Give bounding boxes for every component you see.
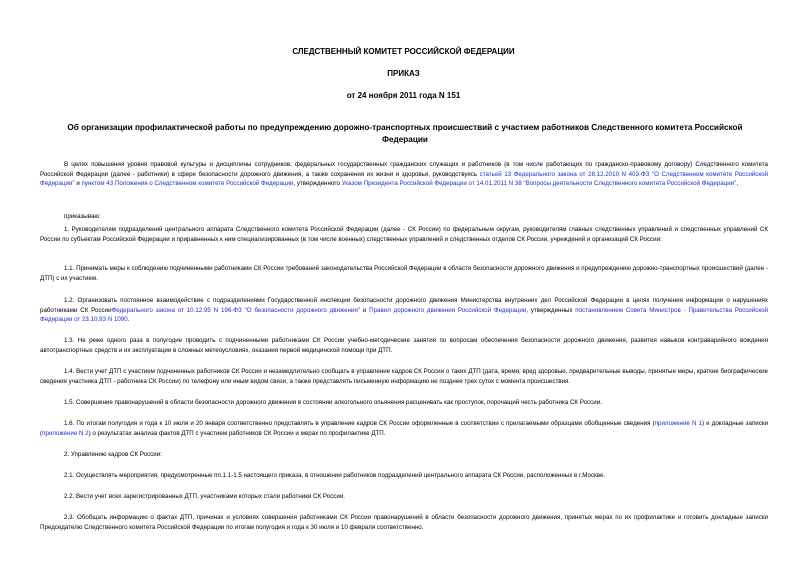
link-appendix-2[interactable]: приложение N 2 (42, 429, 89, 437)
item-1-5: 1.5. Совершение правонарушений в области безопасности дорожного движения в состоянии алкогольного опьянения расценивать как проступок, порочащий честь работника СК России. (64, 399, 602, 406)
item-2: 2. Управлению кадров СК России: (64, 451, 162, 458)
item-1-6: 1.6. По итогам полугодия и года к 10 июля и 20 января соответственно представлять в управление кадров СК России оформленные в соответствии с прилагаемыми образцами обобщенные сведения (приложение N 1) и докладные записки (приложение N 2) о результатах анализа фактов ДТП с участием работников СК России и мерах по профилактике ДТП. (40, 420, 769, 437)
item-2-2: 2.2. Вести учет всех зарегистрированных ДТП, участниками которых стали работники СК России. (64, 493, 346, 500)
doc-date-number: от 24 ноября 2011 года N 151 (346, 91, 461, 100)
doc-type: ПРИКАЗ (387, 69, 420, 78)
preamble-text-3: , утвержденного (293, 180, 342, 188)
preamble-text-2: и (74, 180, 82, 188)
link-law-196[interactable]: Федерального закона от 10.12.95 N 196-ФЗ "О безопасности дорожного движения" (111, 306, 360, 314)
item-1-1: 1.1. Принимать меры к соблюдению подчиненными работниками СК России требований законодательства Российской Федерации в области безопасности дорожного движения и предупреждению дорожно-транспортных происшествий (далее - ДТП) с их участием. (40, 265, 768, 282)
link-appendix-1[interactable]: приложение N 1 (654, 420, 702, 427)
item-1: 1. Руководителям подразделений центрального аппарата Следственного комитета Российской Федерации (далее - СК России) по федеральным округам, руководителям главных следственных управлений и следственных управлений СК России по субъектам Российской Федерации и приравненных к ним специализированных (в том числе военных) следственных управлений и следственных отделов СК России, учреждений и организаций СК России: (40, 226, 768, 243)
preamble (40, 160, 768, 189)
link-law-403[interactable]: статьей 13 Федерального закона от 28.12.2010 N 403-ФЗ "О Следственном комитете Российской Федерации" (40, 170, 769, 188)
item-1-2: 1.2. Организовать постоянное взаимодействие с подразделениями Государственной инспекции безопасности дорожного движения Министерства внутренних дел Российской Федерации в целях получения информации о нарушениях работниками СК РоссииФедерального закона от 10.12.95 N 196-ФЗ "О безопасности дорожного движения" и Правил дорожного движения Российской Федерации, утвержденных постановлением Совета Министров - Правительства Российской Федерации от 23.10.93 N 1090. (40, 297, 768, 324)
doc-title: Об организации профилактической работы по предупреждению дорожно-транспортных происшествий с участием работников Следственного комитета Российской Федерации (67, 123, 743, 144)
item-1-3: 1.3. Не реже одного раза в полугодие проводить с подчиненными работниками СК России учебно-методические занятия по вопросам обеспечения безопасности дорожного движения, развития навыков контраварийного вождения автотранспортных средств и их эксплуатации в сложных метеоусловиях, оказания первой медицинской помощи при ДТП. (40, 337, 768, 354)
item-1-4: 1.4. Вести учет ДТП с участием подчиненных работников СК России и незамедлительно сообщать в управление кадров СК России о таких ДТП (дата, время, вред здоровью, предварительные выводы, принятые меры, краткие биографические сведения участника ДТП - работника СК России) по телефону или иным видом связи, а также представлять письменную информацию не позднее трех суток с момента происшествия. (40, 368, 768, 385)
link-resolution-1090[interactable]: постановлением Совета Министров - Правительства Российской Федерации от 23.10.93 N 1090 (40, 306, 768, 324)
item-2-1: 2.1. Осуществлять мероприятия, предусмотренные пп.1.1-1.5 настоящего приказа, в отношении работников подразделений центрального аппарата СК России, расположенных в г.Москве. (64, 472, 606, 479)
link-decree-38[interactable]: Указом Президента Российской Федерации от 14.01.2011 N 38 "Вопросы деятельности Следственного комитета Российской Федерации" (341, 180, 737, 188)
link-traffic-rules[interactable]: Правил дорожного движения Российской Федерации (369, 306, 527, 314)
item-2-3: 2.3. Обобщать информацию о фактах ДТП, причинах и условиях совершения работниками СК России правонарушений в области безопасности дорожного движения, принятых мерах по их профилактике и готовить докладные записки Председателю Следственного комитета Российской Федерации по итогам полугодия и года к 30 июля и 10 февраля соответственно. (40, 514, 768, 531)
org-name: СЛЕДСТВЕННЫЙ КОМИТЕТ РОССИЙСКОЙ ФЕДЕРАЦИИ (292, 47, 515, 56)
preamble-text-4: , (736, 180, 739, 188)
link-regulation-43[interactable]: пунктом 43 Положения о Следственном комитете Российской Федерации (81, 180, 294, 188)
preamble-text-1: В целях повышения уровня правовой культуры и дисциплины сотрудников, федеральных государственных гражданских служащих и работников (в том числе работающих по гражданско-правовому договору) Следственного комитета Российской Федерации (далее - работники) в сфере безопасности дорожного движения, а также сохранения их жизни и здоровья, руководствуясь (40, 161, 768, 178)
order-word: приказываю: (64, 213, 101, 220)
